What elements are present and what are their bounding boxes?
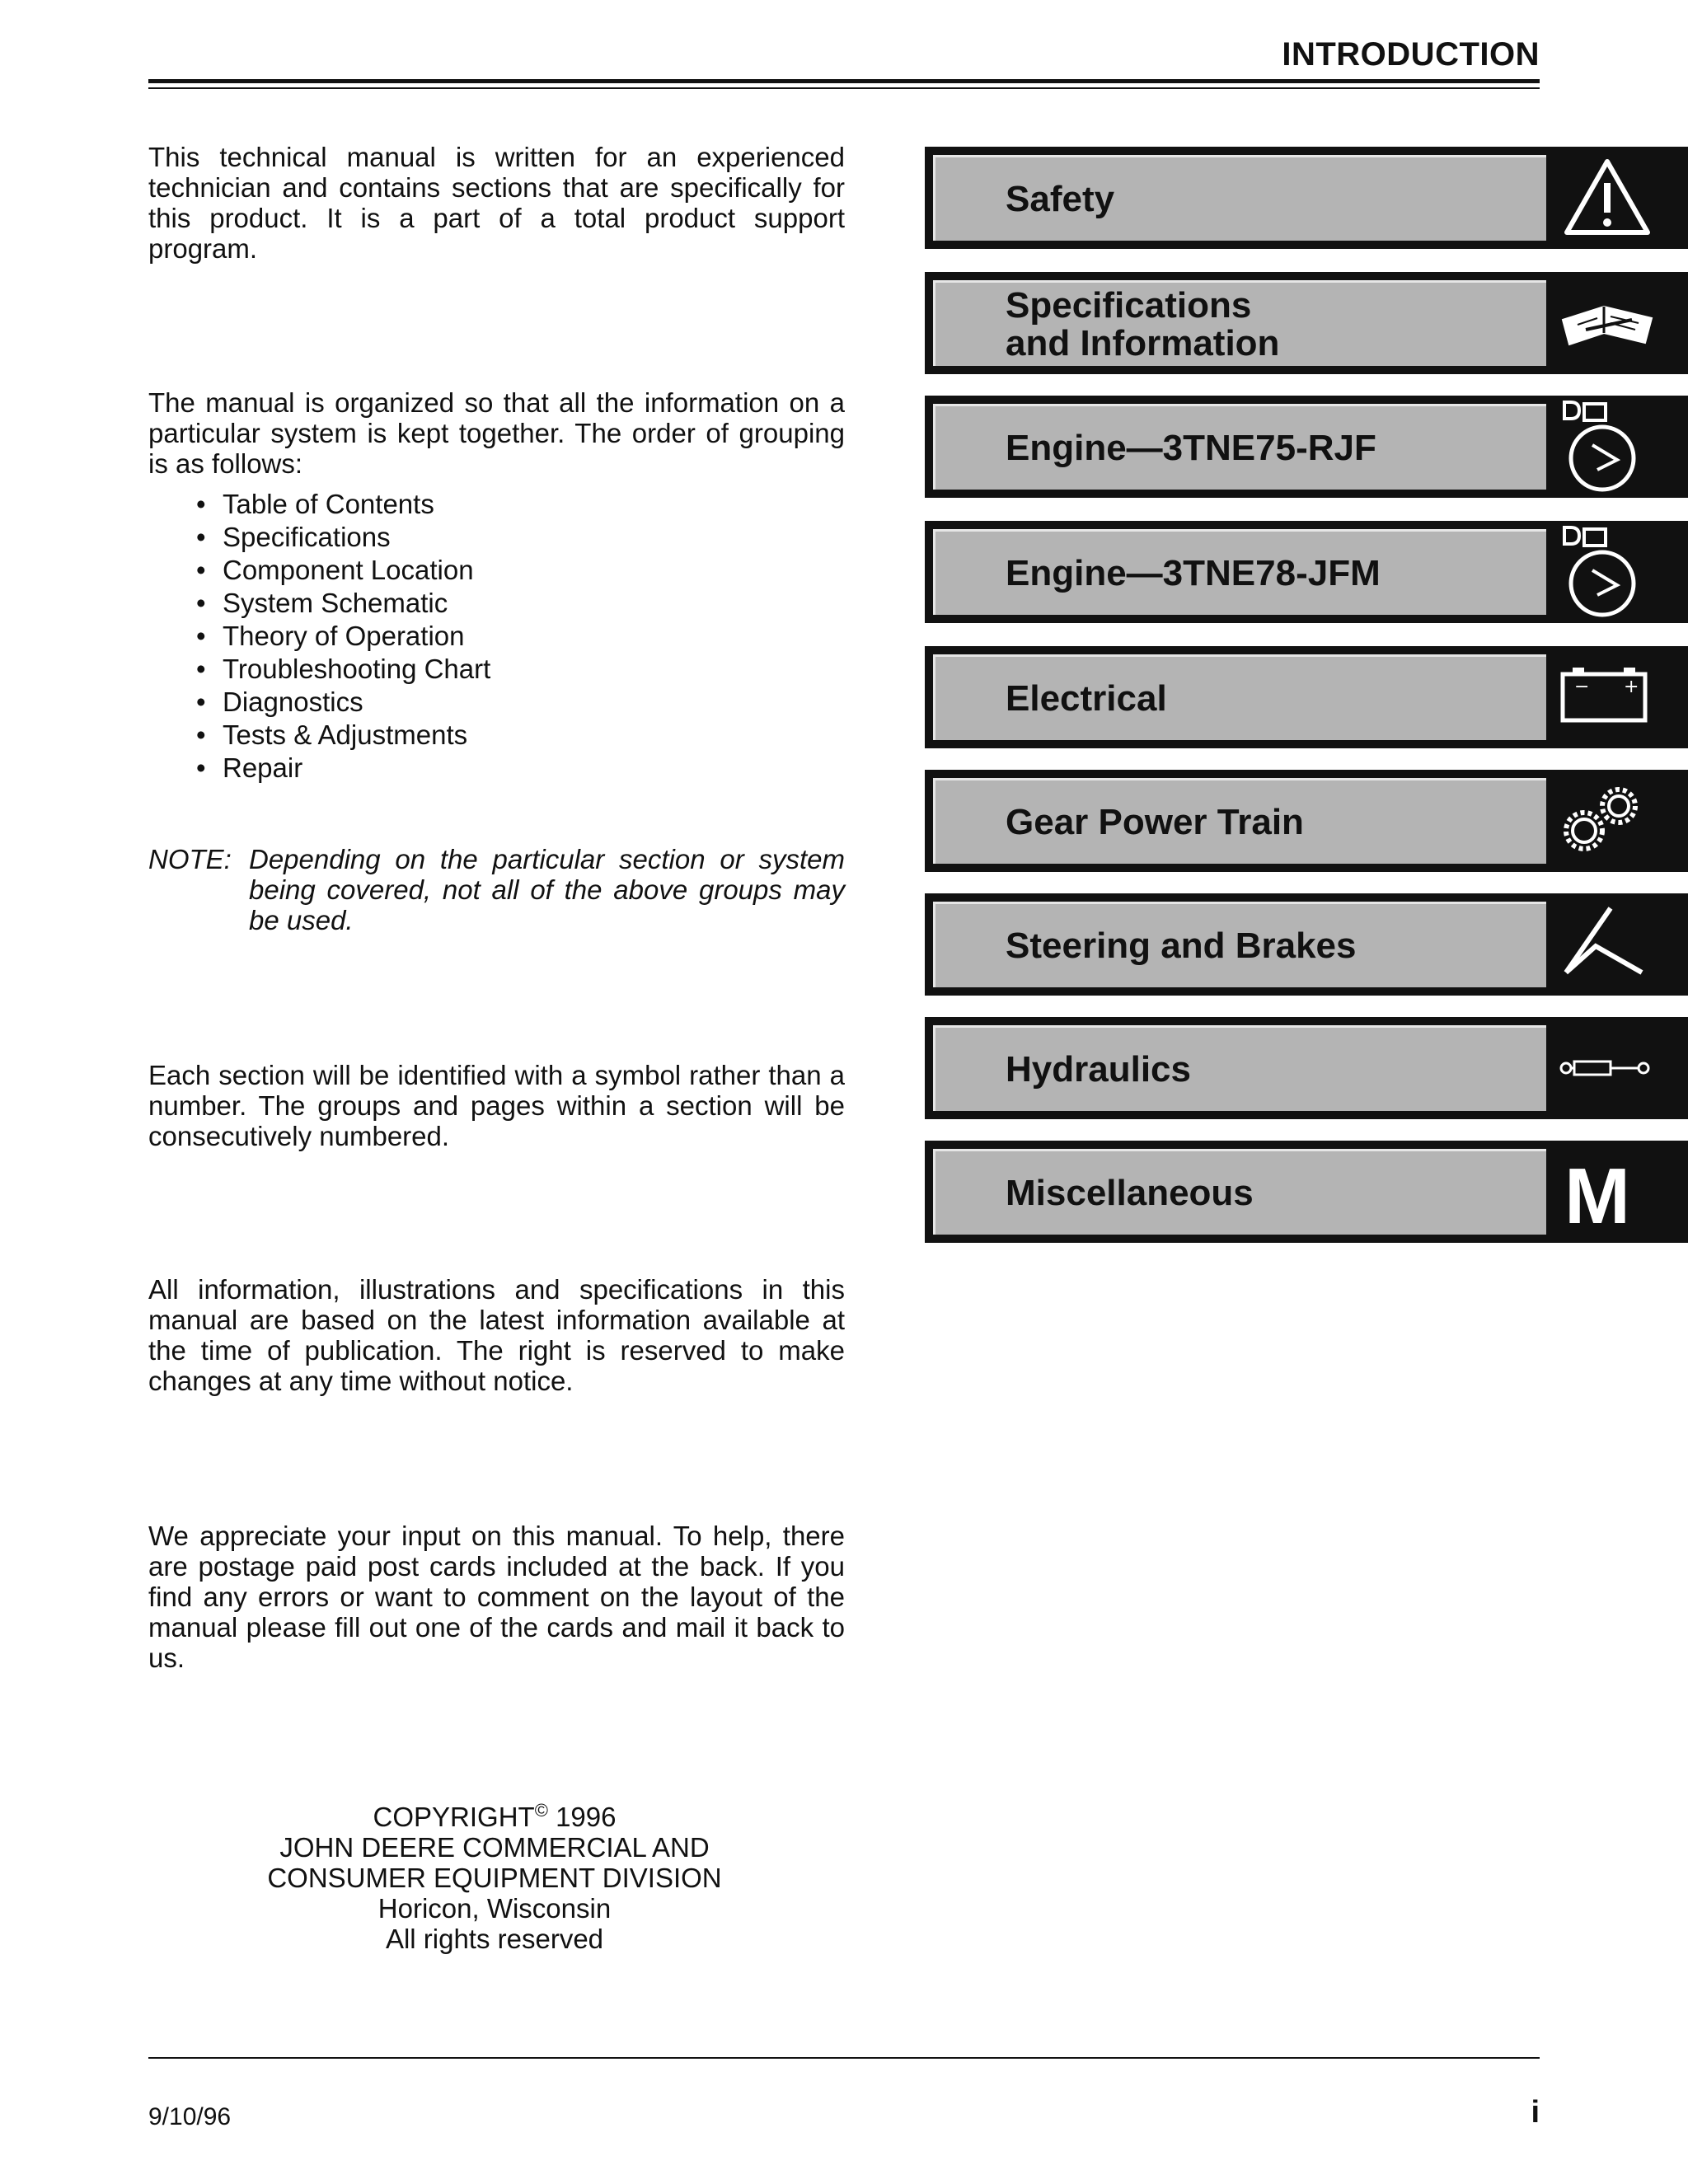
copyright-line-1: COPYRIGHT© 1996: [373, 1800, 617, 1832]
intro-paragraph-2: The manual is organized so that all the information on a particular system is kept together. The order of grouping is as follows:: [148, 387, 845, 479]
section-tab-label: Engine—3TNE75-RJF: [1006, 427, 1376, 468]
section-tab-label: Miscellaneous: [1006, 1172, 1254, 1213]
list-item: • System Schematic: [196, 587, 490, 620]
section-tab-label: Safety: [1006, 178, 1115, 219]
intro-paragraph-3: Each section will be identified with a symbol rather than a number. The groups and pages within a section will be consecutively numbered.: [148, 1060, 845, 1151]
intro-paragraph-5: We appreciate your input on this manual. To help, there are postage paid post cards included at the back. If you find any errors or want to comment on the layout of the manual please fill out one of the cards and mail it back to us.: [148, 1521, 845, 1673]
section-tab-label: Hydraulics: [1006, 1048, 1191, 1090]
section-tab-steering-brakes[interactable]: [925, 893, 1688, 996]
section-tab-label: Engine—3TNE78-JFM: [1006, 552, 1381, 593]
letter-m-icon: [1553, 1141, 1681, 1243]
battery-icon: [1553, 646, 1681, 748]
warning-triangle-icon: [1553, 147, 1681, 249]
copyright-symbol: ©: [534, 1800, 548, 1821]
footer-date: 9/10/96: [148, 2103, 232, 2130]
list-item: • Repair: [196, 752, 490, 785]
battery-plus-sign: +: [1624, 677, 1639, 697]
section-tab-label: Gear Power Train: [1006, 801, 1304, 842]
section-tab-gear-power-train[interactable]: [925, 770, 1688, 872]
copyright-line-3: CONSUMER EQUIPMENT DIVISION: [267, 1863, 722, 1893]
note-text: Depending on the particular section or system being covered, not all of the above groups may be used.: [249, 844, 845, 935]
section-tab-engine-3tne75[interactable]: [925, 396, 1688, 498]
header-rule-thin: [148, 87, 1540, 89]
intro-paragraph-1: This technical manual is written for an experienced technician and contains sections that are specifically for this product. It is a part of a total product support program.: [148, 142, 845, 264]
gears-icon: [1553, 770, 1681, 872]
section-tab-electrical[interactable]: [925, 646, 1688, 748]
footer-rule: [148, 2057, 1540, 2059]
note-label: NOTE:: [148, 844, 232, 874]
section-tab-specifications[interactable]: [925, 272, 1688, 374]
page-number: i: [1531, 2095, 1540, 2130]
list-item: • Specifications: [196, 521, 490, 554]
section-tab-engine-3tne78[interactable]: [925, 521, 1688, 623]
copyright-line-5: All rights reserved: [385, 1924, 604, 1954]
svg-text:M: M: [1564, 1152, 1630, 1240]
hydraulic-cylinder-icon: [1553, 1017, 1681, 1119]
section-tab-hydraulics[interactable]: [925, 1017, 1688, 1119]
engine-icon: [1553, 521, 1681, 623]
section-tab-safety[interactable]: [925, 147, 1688, 249]
copyright-block: [190, 1795, 799, 1954]
page-header-title: INTRODUCTION: [1282, 36, 1540, 73]
note-block: [148, 844, 845, 935]
section-tab-label: Electrical: [1006, 677, 1167, 719]
engine-icon: [1553, 396, 1681, 498]
list-item: • Diagnostics: [196, 686, 490, 719]
battery-minus-sign: −: [1574, 677, 1590, 697]
intro-paragraph-4: All information, illustrations and specifications in this manual are based on the latest information available at the time of publication. The right is reserved to make changes at any time without notice.: [148, 1274, 845, 1396]
header-rule-thick: [148, 79, 1540, 83]
list-item: • Theory of Operation: [196, 620, 490, 653]
open-book-icon: [1553, 272, 1681, 374]
section-tab-label: Steering and Brakes: [1006, 925, 1357, 966]
grouping-list: [196, 488, 490, 785]
copyright-line-4: Horicon, Wisconsin: [377, 1893, 612, 1924]
list-item: • Table of Contents: [196, 488, 490, 521]
copyright-line-2: JOHN DEERE COMMERCIAL AND: [279, 1832, 710, 1863]
list-item: • Component Location: [196, 554, 490, 587]
steering-brakes-icon: [1553, 893, 1681, 996]
list-item: • Tests & Adjustments: [196, 719, 490, 752]
section-tab-miscellaneous[interactable]: [925, 1141, 1688, 1243]
list-item: • Troubleshooting Chart: [196, 653, 490, 686]
section-tab-label: Specifications and Information: [1006, 284, 1280, 363]
